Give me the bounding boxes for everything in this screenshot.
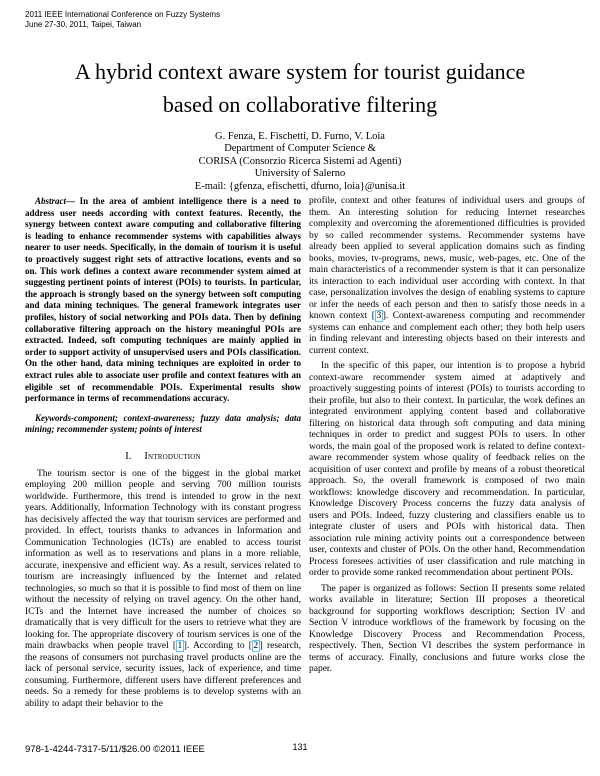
citation-link[interactable]: 1 <box>177 641 183 651</box>
keywords-paragraph: Keywords-component; context-awareness; fuzzy data analysis; data mining; recommender system; points of interest <box>25 412 301 435</box>
author-university: University of Salerno <box>254 168 346 180</box>
conference-name: 2011 IEEE International Conference on Fuzzy Systems <box>25 10 221 19</box>
abstract-label: Abstract— <box>35 196 76 206</box>
section-number: I. <box>125 450 132 462</box>
intro-paragraph-1-continued: profile, context and other features of individual users and groups of them. An interesting solution for reducing Internet researches complexity and overcoming the aforementioned difficulties is provided by so called recommender systems. Recommender systems have already been applied to several application domains such as finding books, movies, tv-programs, news, music, web-pages, etc. One of the main characteristics of a recommender system is that it can personalize its interaction to each individual user according with context. In that case, personalization involves the design of enabling systems to capture or infer the needs of each person and then to satisfy those needs in a known context [ 3 ]. Context-awareness computing and recommender systems can enhance and complement each other; they both help users in finding relevant and interesting objects based on their interests and current context. <box>309 196 585 356</box>
paper-title-line-2: based on collaborative filtering <box>162 92 438 117</box>
section-title: Introduction <box>144 450 201 462</box>
abstract-paragraph <box>25 196 301 405</box>
author-department: Department of Computer Science & <box>224 143 376 155</box>
intro-paragraph-2: In the specific of this paper, our intention is to propose a hybrid context-aware recommender system aimed at adaptively and proactively suggesting points of interest (POIs) to tourists according to their profile, but also to their context. In particular, the work defines an integrated environment applying content based and collaborative filtering on historical data through soft computing and data mining techniques in order to predict and suggest POIs to users. In other words, the main goal of the proposed work is related to define context-aware recommender system whose quality of feedback relies on the acquisition of user context and profile by means of a robust theoretical approach. So, the overall framework is composed of two main workflows: knowledge discovery and recommendation. In particular, Knowledge Discovery Process concerns the fuzzy data analysis of users and POIs. Indeed, fuzzy clustering and classifiers enable us to integrate cluster of users and POIs with historical data. Then association rule mining activity points out a correspondence between user, contexts and cluster of POIs. On the other hand, Recommendation Process foresees activities of user classification and rule matching in order to provide some ranked recommendation about pertinent POIs. <box>309 361 585 578</box>
paper-title-line-1: A hybrid context aware system for tourist guidance <box>74 59 526 84</box>
author-block <box>0 131 600 193</box>
abstract-text: In the area of ambient intelligence there is a need to address user needs according with context features. Recently, the synergy between context aware computing and collaborative filtering is leading to enhance recommender systems with capabilities always nearer to user needs. Specifically, in the domain of tourism it is useful to proactively suggest right sets of attractive locations, events and so on. This work defines a context aware recommender system aimed at suggesting pertinent points of interest (POIs) to tourists. In particular, the approach is strongly based on the synergy between soft computing and data mining techniques. The general framework integrates user profiles, history of social networking and POIs data. Then by defining collaborative filtering approach on the history meaningful POIs are extracted. Indeed, soft computing techniques are mainly applied in order to support activity of unsupervised users and POIs classification. On the other hand, data mining techniques are exploited in order to extract rules able to associate user profile and context features with an eligible set of recommendable POIs. Experimental results show performance in terms of recommendations accuracy. <box>25 196 301 404</box>
intro-paragraph-3: The paper is organized as follows: Section II presents some related works available in literature; Section III proposes a theoretical background for supporting workflows description; Section IV and Section V introduce workflows of the framework by focusing on the Knowledge Discovery Process and Recommendation Process, respectively. Then, Section VI describes the system performance in terms of accuracy. Finally, conclusions and future works close the paper. <box>309 583 585 674</box>
conference-date-location: June 27-30, 2011, Taipei, Taiwan <box>25 20 142 29</box>
citation-link[interactable]: 3 <box>376 311 382 321</box>
conference-header <box>25 10 220 30</box>
page-number: 131 <box>292 742 308 752</box>
left-column <box>25 196 301 714</box>
citation-link[interactable]: 2 <box>253 641 259 651</box>
paper-title <box>0 55 600 121</box>
copyright-notice: 978-1-4244-7317-5/11/$26.00 ©2011 IEEE <box>25 744 205 755</box>
two-column-body <box>25 196 585 714</box>
author-institute: CORISA (Consorzio Ricerca Sistemi ad Agenti) <box>198 155 402 167</box>
author-email: E-mail: {gfenza, efischetti, dfurno, loia}@unisa.it <box>194 180 406 192</box>
section-heading-introduction <box>25 451 301 462</box>
author-names: G. Fenza, E. Fischetti, D. Furno, V. Loia <box>215 131 385 142</box>
right-column <box>309 196 585 714</box>
intro-paragraph-1: The tourism sector is one of the biggest in the global market employing 200 million people and serving 700 million tourists worldwide. Furthermore, this trend is intended to grow in the next years. Additionally, Information Technology with its constant progress has decisively affected the way that tourism services are performed and provided. In effect, tourists thanks to advances in Information and Communication Technologies (ICTs) are enabled to access tourist information as well as to reservations and plans in a more reliable, accurate, inexpensive and efficient way. As a result, services related to tourism are increasingly influenced by the Internet and related technologies, so much so that it is possible to find most of them on line without the necessity of relying on travel agency. On the other hand, ICTs and the Internet have increased the number of choices so dramatically that is very difficult for the users to retrieve what they are looking for. The appropriate discovery of tourism services is one of the main drawbacks when people travel [ 1 ]. According to [ 2 ] research, the reasons of consumers not purchasing travel products online are the lack of personal service, security issues, lack of experience, and time consuming. Furthermore, different users have different preferences and needs. So a remedy for these problems is to develop systems with an ability to adapt their behavior to the <box>25 468 301 709</box>
